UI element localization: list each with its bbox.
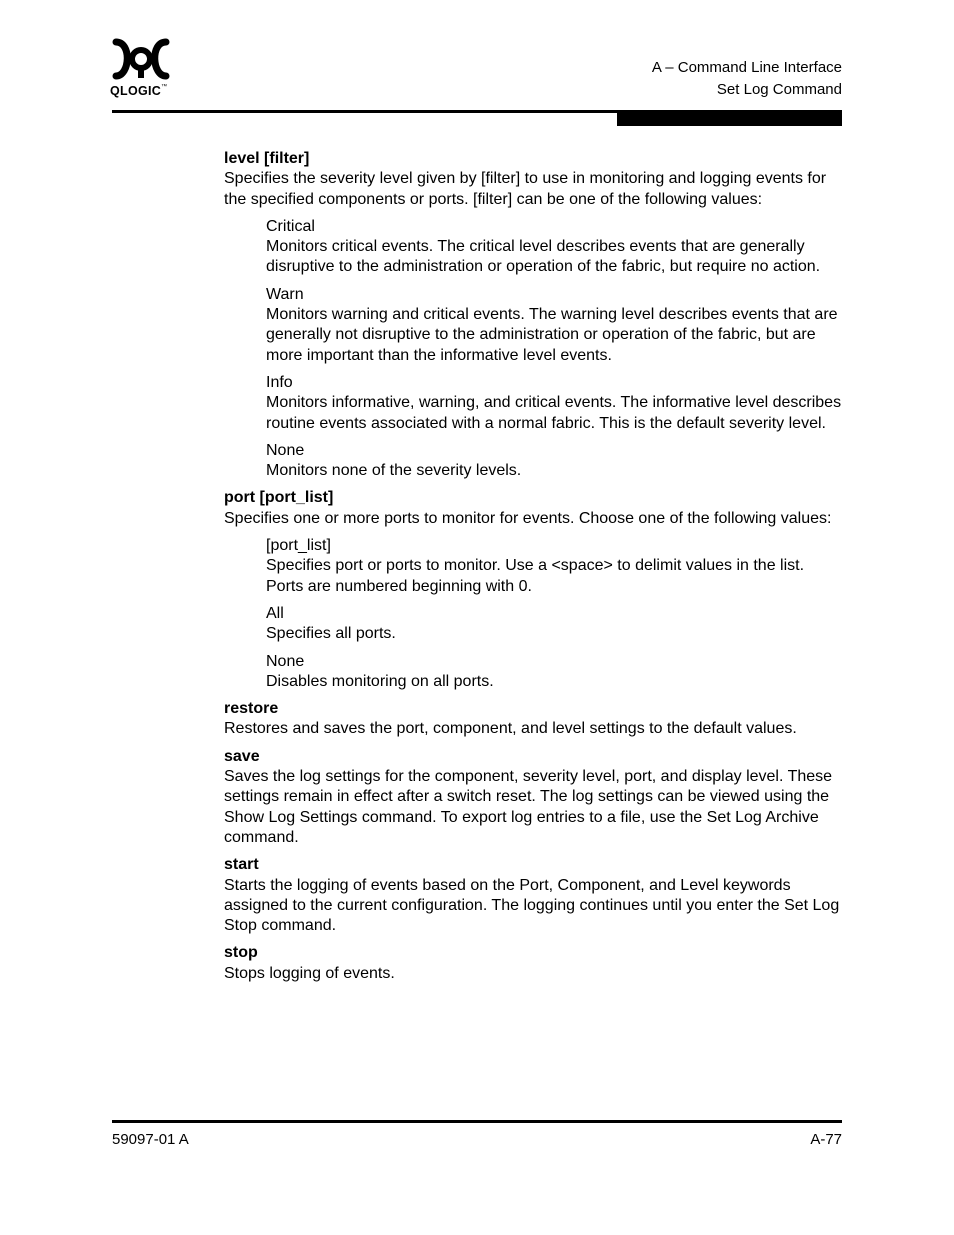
entry-term: port [port_list] bbox=[224, 489, 334, 507]
page-number: A-77 bbox=[810, 1131, 842, 1148]
entry-start bbox=[224, 855, 844, 936]
entry-term: stop bbox=[224, 944, 258, 962]
doc-number: 59097-01 A bbox=[112, 1131, 189, 1148]
sub-term: Critical bbox=[266, 217, 315, 235]
running-header bbox=[652, 57, 842, 101]
entry-level bbox=[224, 149, 844, 481]
footer-rule bbox=[112, 1120, 842, 1123]
sub-entry-critical bbox=[266, 217, 844, 278]
sub-description: Monitors none of the severity levels. bbox=[266, 462, 522, 480]
sub-entry-all bbox=[266, 604, 844, 645]
qlogic-mark-icon bbox=[110, 38, 172, 80]
sub-description: Monitors informative, warning, and critical events. The informative level describes routine events associated with a normal fabric. This is the default severity level. bbox=[266, 394, 842, 432]
entry-description: Specifies the severity level given by [filter] to use in monitoring and logging events for the specified components or ports. [filter] can be one of the following values: bbox=[224, 170, 827, 208]
sub-entry-warn bbox=[266, 285, 844, 366]
main-content bbox=[224, 149, 844, 991]
entry-term: level [filter] bbox=[224, 150, 310, 167]
entry-description: Saves the log settings for the component, severity level, port, and display level. These settings remain in effect after a switch reset. The log settings can be viewed using the Show Log Settings command. To export log entries to a file, use the Set Log Archive command. bbox=[224, 768, 833, 846]
sub-description: Monitors critical events. The critical level describes events that are generally disruptive to the administration or operation of the fabric, but require no action. bbox=[266, 238, 821, 276]
sub-description: Specifies port or ports to monitor. Use a <space> to delimit values in the list. Ports are numbered beginning with 0. bbox=[266, 557, 805, 595]
entry-restore bbox=[224, 699, 844, 740]
sub-term: None bbox=[266, 441, 305, 459]
entry-save bbox=[224, 747, 844, 848]
chapter-title: A – Command Line Interface bbox=[651, 59, 842, 76]
entry-description: Starts the logging of events based on the Port, Component, and Level keywords assigned to the current configuration. The logging continues until you enter the Set Log Stop command. bbox=[224, 876, 840, 935]
entry-description: Stops logging of events. bbox=[224, 964, 395, 982]
entry-description: Restores and saves the port, component, and level settings to the default values. bbox=[224, 720, 797, 738]
entry-description: Specifies one or more ports to monitor for events. Choose one of the following values: bbox=[224, 509, 832, 527]
entry-term: restore bbox=[224, 700, 279, 718]
sub-entry-info bbox=[266, 373, 844, 434]
section-title: Set Log Command bbox=[716, 81, 842, 98]
sub-entry-none-ports bbox=[266, 652, 844, 693]
entry-stop bbox=[224, 943, 844, 984]
qlogic-logo bbox=[110, 38, 176, 100]
sub-description: Disables monitoring on all ports. bbox=[266, 672, 494, 690]
sub-description: Monitors warning and critical events. The warning level describes events that are generally not disruptive to the administration or operation of the fabric, but are more important than the informative level events. bbox=[266, 306, 838, 364]
sub-term: None bbox=[266, 652, 305, 670]
sub-entry-port-list bbox=[266, 536, 844, 597]
entry-term: start bbox=[224, 856, 259, 874]
logo-wordmark: QLOGIC™ bbox=[110, 84, 168, 98]
entry-port bbox=[224, 488, 844, 692]
sub-description: Specifies all ports. bbox=[266, 625, 396, 643]
entry-term: save bbox=[224, 747, 260, 765]
sub-term: Info bbox=[266, 373, 293, 391]
sub-term: All bbox=[266, 604, 284, 622]
sub-term: Warn bbox=[266, 285, 304, 303]
header-bar bbox=[617, 110, 842, 126]
sub-term: [port_list] bbox=[266, 537, 331, 555]
sub-entry-none bbox=[266, 441, 844, 482]
